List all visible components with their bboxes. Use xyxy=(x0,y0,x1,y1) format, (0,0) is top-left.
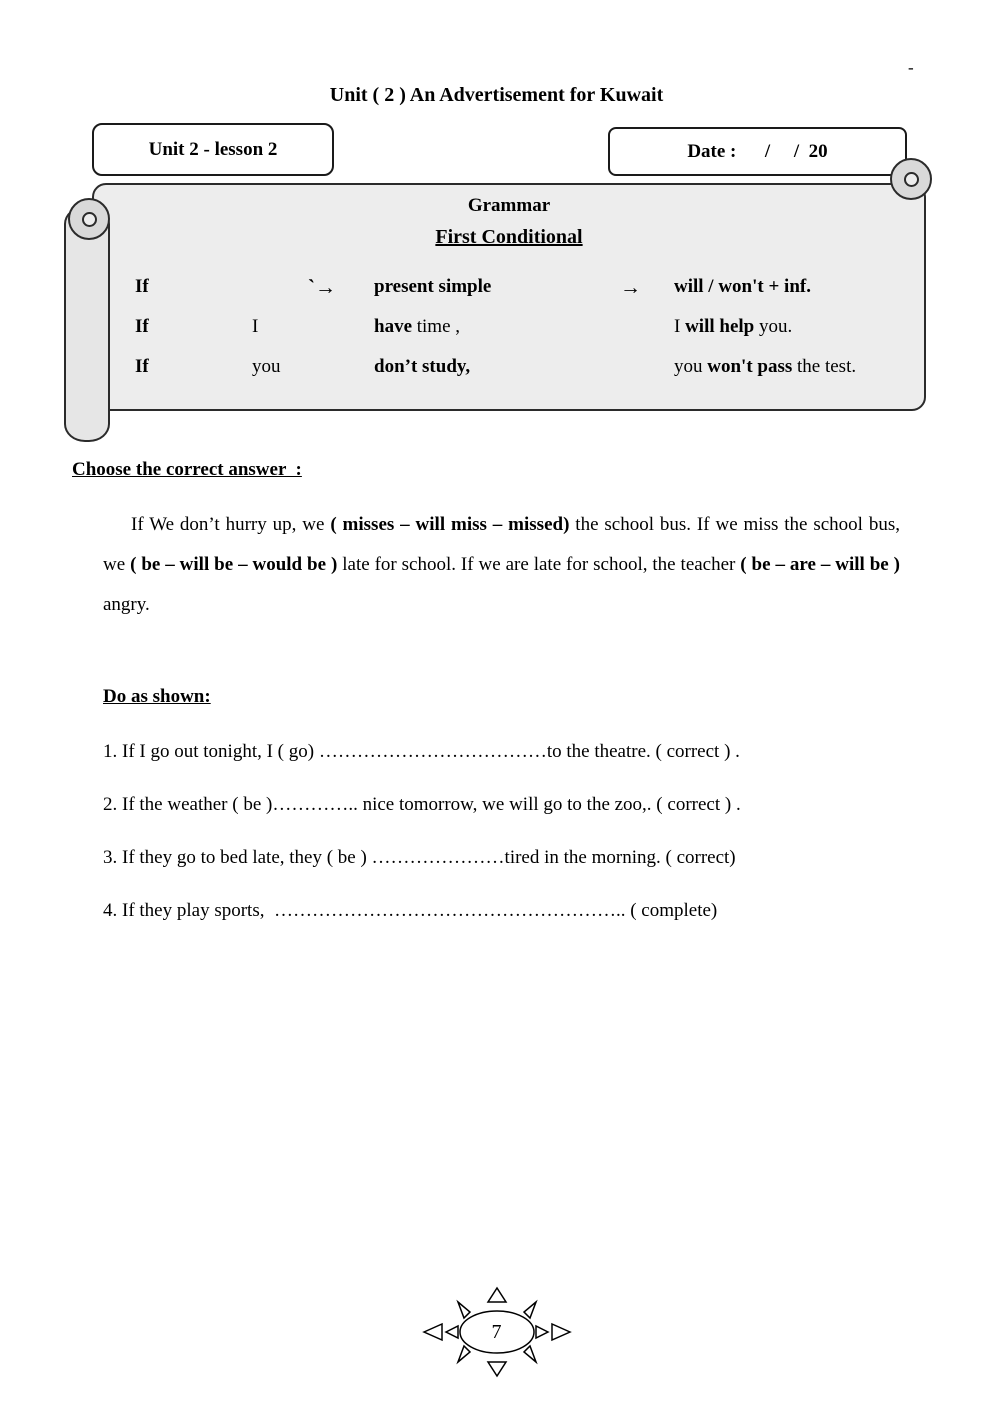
rule-row2-verb xyxy=(374,307,620,347)
arrow-right-icon: → xyxy=(620,274,641,299)
rule-row3-result-pre: you xyxy=(674,356,708,377)
para-options: ( be – are – will be ) xyxy=(740,554,900,575)
grammar-heading: Grammar xyxy=(467,195,551,216)
rule-row2-result-pre: I xyxy=(674,316,686,337)
rule-row3-result-post: the test. xyxy=(792,356,857,377)
exercise-item-1: 1. If I go out tonight, I ( go) ………………………………to the theatre. ( correct ) . xyxy=(103,741,740,762)
rule-row1-if: If xyxy=(135,276,149,297)
page-title: Unit ( 2 ) An Advertisement for Kuwait xyxy=(329,84,664,106)
rule-row2-subject: I xyxy=(252,316,259,337)
grammar-rule-table xyxy=(135,267,914,387)
date-box xyxy=(608,127,907,176)
para-seg: angry. xyxy=(103,594,150,615)
date-label: Date : / / 20 xyxy=(687,140,828,162)
choose-answer-paragraph xyxy=(103,505,900,625)
corner-mark: - xyxy=(908,58,914,77)
rule-row3-if: If xyxy=(135,356,149,377)
scroll-curl-hole-right xyxy=(904,172,919,187)
rule-row3-result-bold: won't pass xyxy=(707,356,793,377)
grammar-content xyxy=(94,185,924,387)
exercise-item-3: 3. If they go to bed late, they ( be ) …………………tired in the morning. ( correct) xyxy=(103,847,736,868)
unit-lesson-box xyxy=(92,123,334,176)
rule-row3-gap xyxy=(620,347,674,387)
rule-row2-if: If xyxy=(135,316,149,337)
para-seg: If We don’t hurry up, we xyxy=(131,514,331,535)
page-number-sun xyxy=(422,1286,572,1378)
para-seg: the school bus. If we miss the school bus, we xyxy=(103,514,900,575)
arrow-right-icon: `→ xyxy=(308,274,336,299)
rule-row2-gap xyxy=(620,307,674,347)
rule-row1-pattern: present simple xyxy=(374,276,492,297)
scroll-curl-left xyxy=(64,206,110,442)
do-as-shown-list xyxy=(103,737,933,949)
do-as-shown-heading: Do as shown: xyxy=(103,686,211,707)
rule-row2-verb-rest: time , xyxy=(412,316,461,337)
grammar-scroll-banner xyxy=(92,183,926,411)
scroll-curl-circle-left xyxy=(68,198,110,240)
para-seg: late for school. If we are late for school, the teacher xyxy=(337,554,741,575)
rule-row1-result: will / won't + inf. xyxy=(674,276,811,297)
exercise-item-2: 2. If the weather ( be )………….. nice tomorrow, we will go to the zoo,. ( correct ) . xyxy=(103,794,741,815)
rule-row3-result xyxy=(674,347,914,387)
rule-row2-result-bold: will help xyxy=(685,316,755,337)
page-number: 7 xyxy=(491,1320,502,1343)
rule-row2-result xyxy=(674,307,914,347)
scroll-curl-hole-left xyxy=(82,212,97,227)
rule-row3-subject: you xyxy=(252,356,281,377)
exercise-item-4: 4. If they play sports, ……………………………………………….. ( complete) xyxy=(103,900,718,921)
choose-answer-heading: Choose the correct answer : xyxy=(72,459,302,480)
rule-row2-verb-bold: have xyxy=(374,316,412,337)
rule-row3-verb: don’t study, xyxy=(374,356,471,377)
para-options: ( misses – will miss – missed) xyxy=(330,514,570,535)
scroll-curl-circle-right xyxy=(890,158,932,200)
para-options: ( be – will be – would be ) xyxy=(130,554,338,575)
rule-row2-result-post: you. xyxy=(754,316,793,337)
unit-lesson-label: Unit 2 - lesson 2 xyxy=(148,138,278,160)
footer xyxy=(0,1286,993,1378)
grammar-subheading: First Conditional xyxy=(435,226,583,248)
